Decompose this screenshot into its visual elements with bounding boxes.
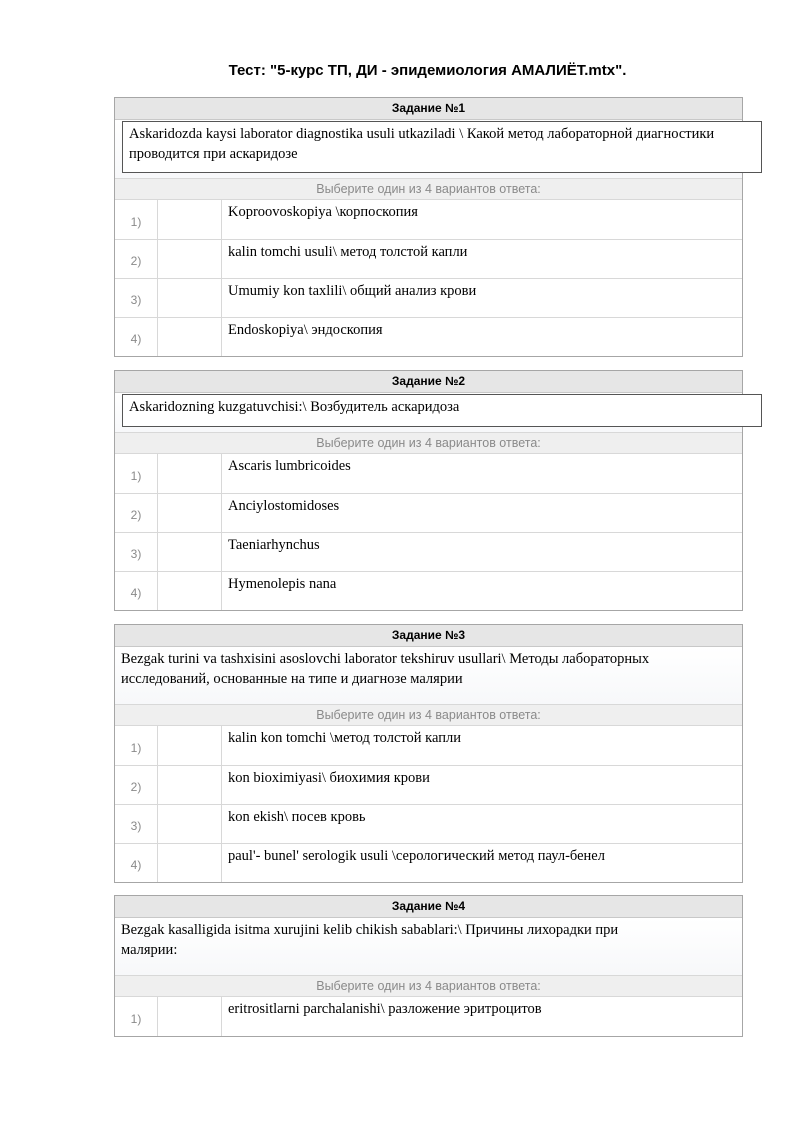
task-2 — [114, 370, 743, 611]
answer-instructions: Выберите один из 4 вариантов ответа: — [115, 432, 742, 454]
answer-list — [115, 454, 742, 610]
answer-text: Endoskopiya\ эндоскопия — [228, 322, 383, 338]
answer-select-cell[interactable] — [158, 533, 222, 571]
question-line: Bezgak kasalligida isitma xurujini kelib chikish sabablari:\ Причины лихорадки при — [121, 922, 619, 938]
answer-number: 2) — [115, 766, 158, 804]
answer-list — [115, 200, 742, 356]
answer-select-cell[interactable] — [158, 997, 222, 1036]
question-text — [115, 918, 742, 962]
answer-instructions: Выберите один из 4 вариантов ответа: — [115, 178, 742, 200]
answer-select-cell[interactable] — [158, 766, 222, 804]
question-line: Askaridozning kuzgatuvchisi:\ Возбудитель аскаридоза — [129, 399, 460, 415]
answer-text: Ascaris lumbricoides — [228, 458, 351, 474]
task-3 — [114, 624, 743, 883]
answer-number: 3) — [115, 279, 158, 317]
answer-text: kon ekish\ посев кровь — [228, 809, 366, 825]
answer-text: eritrositlarni parchalanishi\ разложение эритроцитов — [228, 1001, 542, 1017]
answer-instructions: Выберите один из 4 вариантов ответа: — [115, 975, 742, 997]
answer-row[interactable] — [115, 532, 742, 571]
question-text — [122, 121, 762, 173]
answer-select-cell[interactable] — [158, 572, 222, 610]
answer-number: 3) — [115, 805, 158, 843]
answer-row[interactable] — [115, 804, 742, 843]
answer-text: paul'- bunel' serologik usuli \серологический метод паул-бенел — [228, 848, 605, 864]
answer-text: kalin kon tomchi \метод толстой капли — [228, 730, 461, 746]
answer-number: 1) — [115, 454, 158, 493]
answer-select-cell[interactable] — [158, 318, 222, 356]
question-line: малярии: — [121, 942, 178, 958]
answer-number: 2) — [115, 494, 158, 532]
answer-number: 4) — [115, 572, 158, 610]
answer-row[interactable] — [115, 239, 742, 278]
question-text — [122, 394, 762, 427]
answer-number: 3) — [115, 533, 158, 571]
answer-text: kon bioximiyasi\ биохимия крови — [228, 770, 430, 786]
question-line: Bezgak turini va tashxisini asoslovchi laborator tekshiruv usullari\ Методы лабораторных — [121, 651, 650, 667]
task-header: Задание №3 — [115, 625, 742, 647]
question-text — [115, 647, 742, 691]
answer-list — [115, 997, 742, 1036]
answer-text: kalin tomchi usuli\ метод толстой капли — [228, 244, 468, 260]
answer-number: 4) — [115, 844, 158, 882]
answer-row[interactable] — [115, 726, 742, 765]
task-header: Задание №1 — [115, 98, 742, 120]
answer-select-cell[interactable] — [158, 805, 222, 843]
answer-number: 1) — [115, 200, 158, 239]
answer-number: 2) — [115, 240, 158, 278]
answer-select-cell[interactable] — [158, 726, 222, 765]
question-line: исследований, основанные на типе и диагнозе малярии — [121, 671, 463, 687]
question-area — [115, 121, 742, 178]
answer-instructions: Выберите один из 4 вариантов ответа: — [115, 704, 742, 726]
answer-row[interactable] — [115, 571, 742, 610]
answer-text: Anciylostomidoses — [228, 498, 340, 514]
page-title: Тест: "5-курс ТП, ДИ - эпидемиология АМАЛИЁТ.mtx". — [228, 62, 627, 79]
answer-select-cell[interactable] — [158, 494, 222, 532]
question-area — [115, 647, 742, 704]
answer-row[interactable] — [115, 997, 742, 1036]
answer-row[interactable] — [115, 278, 742, 317]
answer-row[interactable] — [115, 200, 742, 239]
answer-row[interactable] — [115, 493, 742, 532]
answer-text: Koproovoskopiya \корпоскопия — [228, 204, 418, 220]
answer-list — [115, 726, 742, 882]
question-line: проводится при аскаридозе — [129, 146, 298, 162]
question-area — [115, 918, 742, 975]
answer-select-cell[interactable] — [158, 200, 222, 239]
answer-text: Umumiy kon taxlili\ общий анализ крови — [228, 283, 477, 299]
answer-row[interactable] — [115, 765, 742, 804]
task-1 — [114, 97, 743, 357]
answer-row[interactable] — [115, 454, 742, 493]
answer-row[interactable] — [115, 317, 742, 356]
answer-select-cell[interactable] — [158, 240, 222, 278]
question-area — [115, 394, 742, 432]
answer-select-cell[interactable] — [158, 279, 222, 317]
answer-text: Hymenolepis nana — [228, 576, 337, 592]
answer-select-cell[interactable] — [158, 844, 222, 882]
answer-number: 1) — [115, 997, 158, 1036]
answer-text: Taeniarhynchus — [228, 537, 320, 553]
task-4 — [114, 895, 743, 1037]
question-line: Askaridozda kaysi laborator diagnostika usuli utkaziladi \ Какой метод лабораторной диагностики — [129, 126, 715, 142]
answer-row[interactable] — [115, 843, 742, 882]
task-header: Задание №4 — [115, 896, 742, 918]
answer-number: 4) — [115, 318, 158, 356]
task-header: Задание №2 — [115, 371, 742, 393]
answer-select-cell[interactable] — [158, 454, 222, 493]
answer-number: 1) — [115, 726, 158, 765]
